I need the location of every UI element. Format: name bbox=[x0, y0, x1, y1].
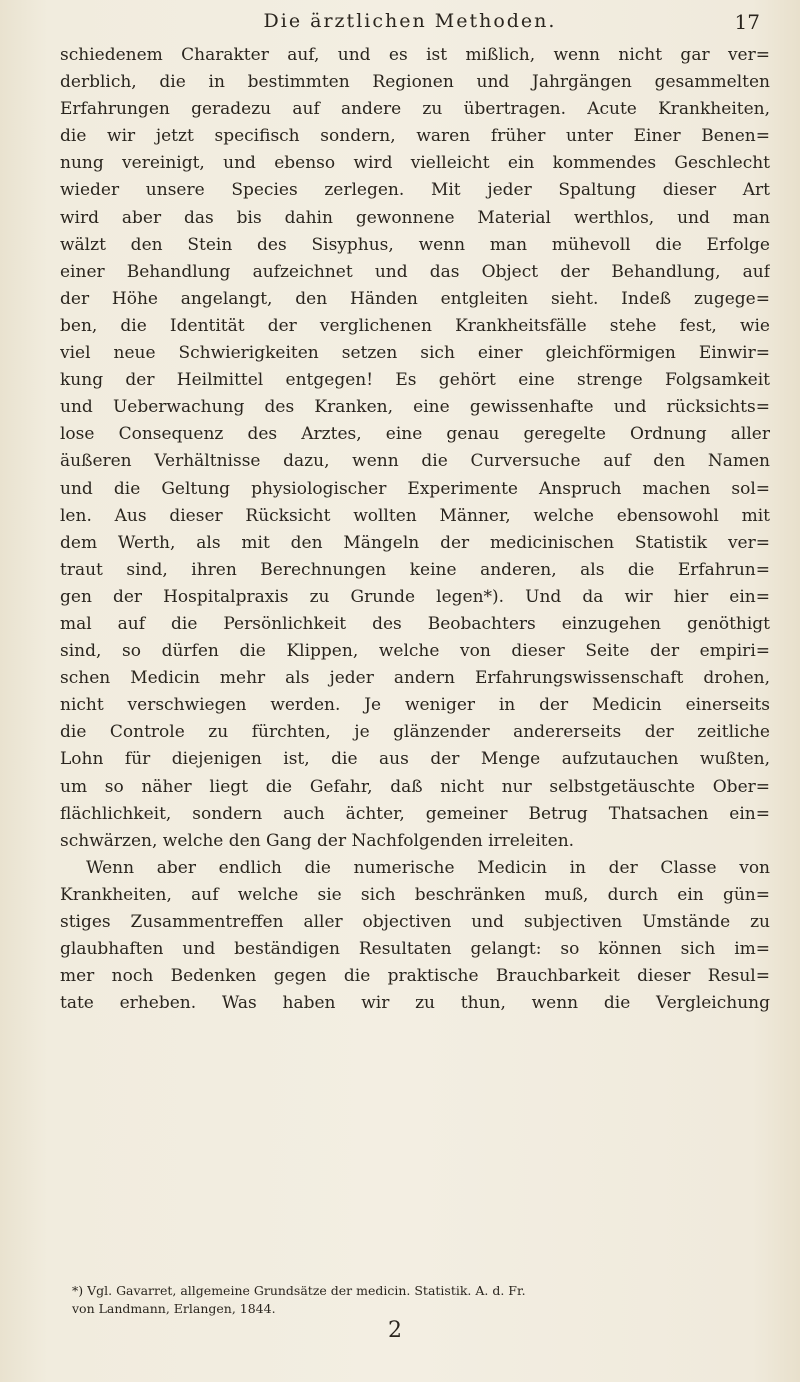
text-line: gen der Hospitalpraxis zu Grunde legen*). Und da wir hier ein= bbox=[60, 586, 770, 607]
text-line: nicht verschwiegen werden. Je weniger in der Medicin einerseits bbox=[60, 695, 770, 716]
text-line: die Controle zu fürchten, je glänzender andererseits der zeitliche bbox=[60, 722, 770, 743]
text-line: mer noch Bedenken gegen die praktische Brauchbarkeit dieser Resul= bbox=[60, 966, 770, 987]
text-line: und die Geltung physiologischer Experimente Anspruch machen sol= bbox=[60, 478, 770, 499]
body-text bbox=[60, 42, 770, 1017]
footnote-line: von Landmann, Erlangen, 1844. bbox=[72, 1301, 276, 1316]
text-line: kung der Heilmittel entgegen! Es gehört eine strenge Folgsamkeit bbox=[60, 370, 770, 391]
text-line: traut sind, ihren Berechnungen keine anderen, als die Erfahrun= bbox=[60, 559, 770, 580]
text-line: und Ueberwachung des Kranken, eine gewissenhafte und rücksichts= bbox=[60, 397, 770, 418]
page-header bbox=[60, 10, 760, 40]
text-line: dem Werth, als mit den Mängeln der medicinischen Statistik ver= bbox=[60, 532, 770, 553]
text-line: lose Consequenz des Arztes, eine genau geregelte Ordnung aller bbox=[60, 424, 770, 445]
text-line: schiedenem Charakter auf, und es ist mißlich, wenn nicht gar ver= bbox=[60, 45, 770, 65]
text-line: schwärzen, welche den Gang der Nachfolgenden irreleiten. bbox=[60, 830, 575, 851]
text-line: viel neue Schwierigkeiten setzen sich einer gleichförmigen Einwir= bbox=[60, 343, 770, 364]
text-line: stiges Zusammentreffen aller objectiven und subjectiven Umstände zu bbox=[60, 912, 770, 932]
text-line: tate erheben. Was haben wir zu thun, wenn die Vergleichung bbox=[60, 993, 770, 1014]
text-line: len. Aus dieser Rücksicht wollten Männer, welche ebensowohl mit bbox=[60, 505, 770, 526]
text-line: mal auf die Persönlichkeit des Beobachters einzugehen genöthigt bbox=[60, 613, 770, 634]
running-title: Die ärztlichen Methoden. bbox=[263, 10, 557, 32]
text-line: glaubhaften und beständigen Resultaten gelangt: so können sich im= bbox=[60, 939, 770, 960]
text-line: schen Medicin mehr als jeder andern Erfahrungswissenschaft drohen, bbox=[60, 668, 770, 689]
text-line: sind, so dürfen die Klippen, welche von dieser Seite der empiri= bbox=[60, 641, 770, 662]
text-line: wird aber das bis dahin gewonnene Material werthlos, und man bbox=[60, 207, 770, 228]
text-line: wälzt den Stein des Sisyphus, wenn man mühevoll die Erfolge bbox=[60, 234, 770, 255]
text-line: wieder unsere Species zerlegen. Mit jeder Spaltung dieser Art bbox=[60, 180, 770, 201]
text-line: flächlichkeit, sondern auch ächter, gemeiner Betrug Thatsachen ein= bbox=[60, 803, 770, 824]
text-line: Krankheiten, auf welche sie sich beschränken muß, durch ein gün= bbox=[60, 884, 770, 905]
text-line: ben, die Identität der verglichenen Krankheitsfälle stehe fest, wie bbox=[60, 315, 770, 336]
text-line: Lohn für diejenigen ist, die aus der Menge aufzutauchen wußten, bbox=[60, 749, 770, 770]
text-line: der Höhe angelangt, den Händen entgleiten sieht. Indeß zugege= bbox=[60, 288, 770, 309]
page-number: 17 bbox=[734, 10, 760, 34]
text-line: Wenn aber endlich die numerische Medicin in der Classe von bbox=[86, 857, 770, 878]
text-line: um so näher liegt die Gefahr, daß nicht nur selbstgetäuschte Ober= bbox=[60, 776, 770, 797]
footnote-line: *) Vgl. Gavarret, allgemeine Grundsätze der medicin. Statistik. A. d. Fr. bbox=[72, 1283, 526, 1298]
text-line: einer Behandlung aufzeichnet und das Object der Behandlung, auf bbox=[60, 261, 770, 282]
text-line: nung vereinigt, und ebenso wird vielleicht ein kommendes Geschlecht bbox=[60, 153, 770, 174]
footnote bbox=[72, 1282, 762, 1318]
text-line: die wir jetzt specifisch sondern, waren früher unter Einer Benen= bbox=[60, 126, 770, 147]
text-line: äußeren Verhältnisse dazu, wenn die Curversuche auf den Namen bbox=[60, 451, 770, 472]
text-line: derblich, die in bestimmten Regionen und Jahrgängen gesammelten bbox=[60, 72, 770, 93]
text-line: Erfahrungen geradezu auf andere zu übertragen. Acute Krankheiten, bbox=[60, 99, 770, 120]
signature-mark: 2 bbox=[388, 1318, 402, 1343]
